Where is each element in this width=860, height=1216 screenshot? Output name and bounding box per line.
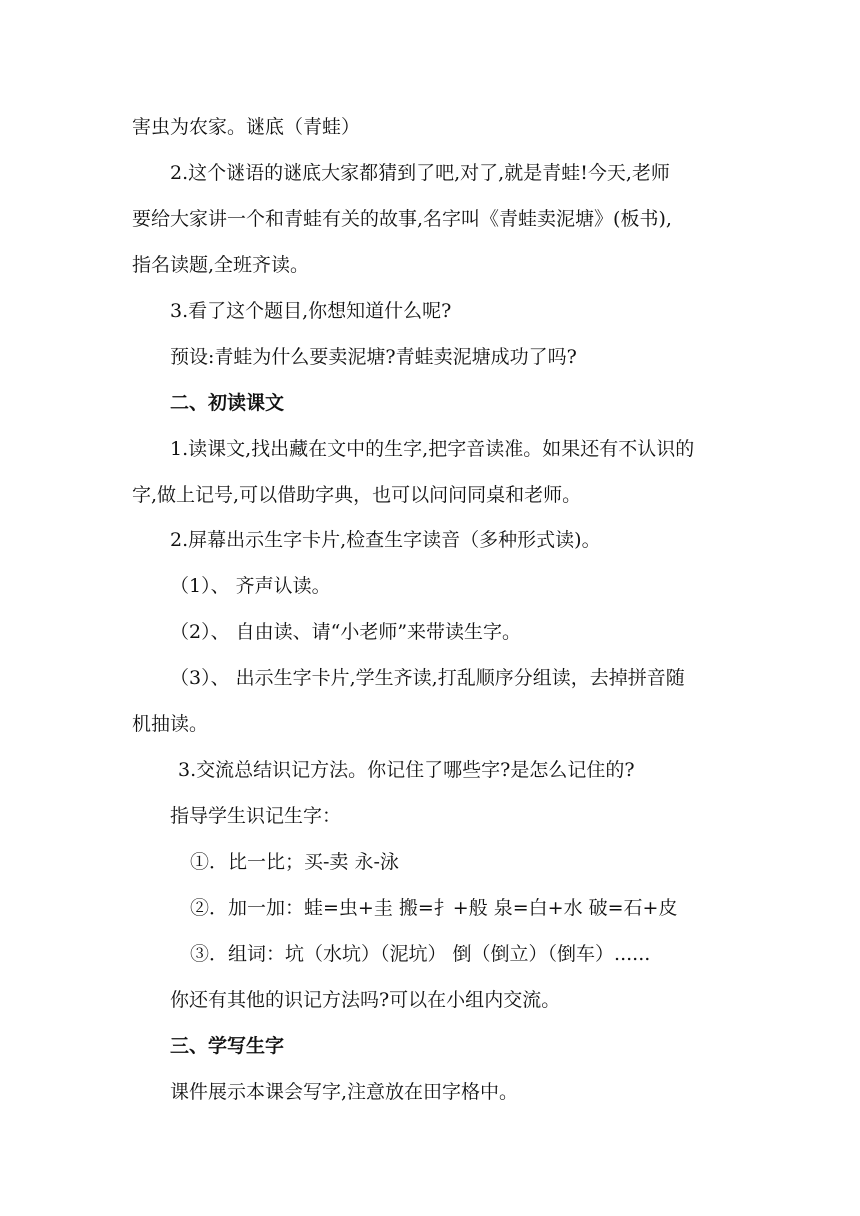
list-item: ①．比一比；买-卖 永-泳 <box>190 851 399 873</box>
list-item: （3）、 出示生字卡片,学生齐读,打乱顺序分组读，去掉拼音随 <box>170 667 685 689</box>
paragraph-line: 3.交流总结识记方法。你记住了哪些字?是怎么记住的? <box>178 759 635 781</box>
paragraph-line: 字,做上记号,可以借助字典，也可以问问同桌和老师。 <box>132 484 582 506</box>
paragraph-line: 2.屏幕出示生字卡片,检查生字读音（多种形式读)。 <box>170 529 601 551</box>
paragraph-line: 机抽读。 <box>132 713 209 735</box>
paragraph-line: 课件展示本课会写字,注意放在田字格中。 <box>170 1081 519 1103</box>
paragraph-line: 2.这个谜语的谜底大家都猜到了吧,对了,就是青蛙!今天,老师 <box>170 162 670 184</box>
paragraph-line: 预设:青蛙为什么要卖泥塘?青蛙卖泥塘成功了吗? <box>170 346 577 368</box>
paragraph-line: 3.看了这个题目,你想知道什么呢? <box>170 300 452 322</box>
list-item: （1）、 齐声认读。 <box>170 575 331 597</box>
paragraph-line: 你还有其他的识记方法吗?可以在小组内交流。 <box>170 989 561 1011</box>
list-item: ③．组词：坑（水坑）（泥坑） 倒（倒立）（倒车）...... <box>190 943 651 965</box>
paragraph-line: 要给大家讲一个和青蛙有关的故事,名字叫《青蛙卖泥塘》(板书), <box>132 208 672 230</box>
list-item: （2）、 自由读、请“小老师”来带读生字。 <box>170 621 522 643</box>
riddle-answer-line: 害虫为农家。谜底（青蛙） <box>132 116 361 138</box>
paragraph-line: 1.读课文,找出藏在文中的生字,把字音读准。如果还有不认识的 <box>170 438 695 460</box>
paragraph-line: 指名读题,全班齐读。 <box>132 254 310 276</box>
paragraph-line: 指导学生识记生字： <box>170 805 342 827</box>
section-heading: 三、学写生字 <box>170 1035 285 1057</box>
section-heading: 二、初读课文 <box>170 392 285 414</box>
list-item: ②．加一加：蛙=虫+圭 搬=扌+般 泉=白+水 破=石+皮 <box>190 897 678 919</box>
